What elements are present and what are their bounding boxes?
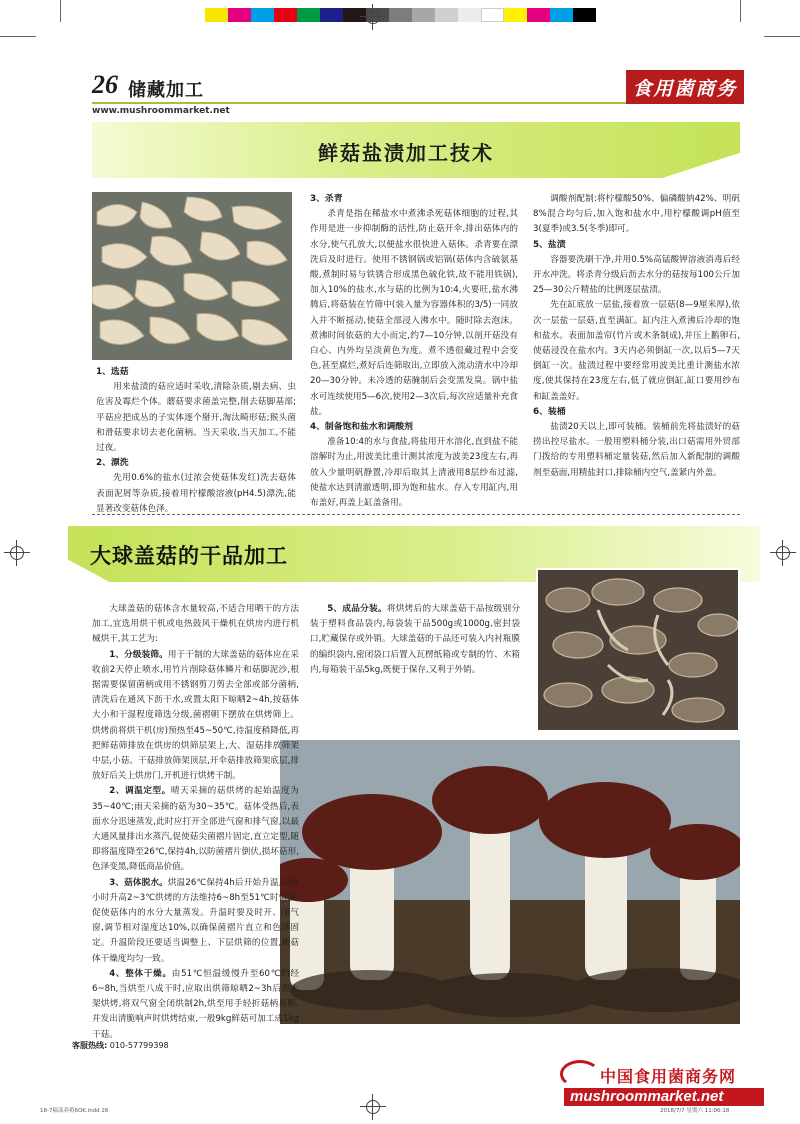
registration-mark (4, 540, 30, 566)
article2-column-1 (92, 602, 299, 1043)
file-slug: 18-7稿部养殖6OK.indd 26 (40, 1108, 109, 1114)
section-heading: 3、杀青 (310, 194, 343, 204)
step-paragraph (92, 967, 299, 1043)
header-rule (92, 102, 652, 104)
section-paragraph: 调酸剂配制:将柠檬酸50%、偏磷酸钠42%、明矾8%混合均匀后,加入饱和盐水中,用柠檬酸调pH值至3(夏季)或3.5(冬季)即可。 (533, 194, 740, 235)
logo-chinese-name: 中国食用菌商务网 (600, 1067, 737, 1086)
section-paragraph: 用来盐渍的菇应适时采收,清除杂质,剔去病、虫危害及霉烂个体。蘑菇要求菌盖完整,削去菇脚基部;平菇应把成丛的子实体逐个掰开,淘汰畸形菇;猴头菌和滑菇要求切去老化菌柄。当天采收,当天加工,不能过夜。 (96, 382, 296, 454)
step-paragraph (92, 876, 299, 967)
section-heading: 4、制备饱和盐水和调酸剂 (310, 422, 413, 433)
step-heading: 3、菇体脱水。 (109, 877, 168, 888)
step-heading: 2、调温定型。 (109, 786, 171, 797)
step-text: 晴天采摘的菇烘烤的起始温度为35~40℃;雨天采摘的菇为30~35℃。菇体受热后,表面水分迅速蒸发,此时应打开全部进气窗和排气窗,以最大通风量排出水蒸汽,促使菇尖菌褶片固定,直立定型,随即将温度降至26℃,保持4h,以防菌褶片倒伏,损坏菇形,色泽变黑,降低商品价值。 (92, 786, 299, 873)
section-heading: 5、盐渍 (533, 239, 566, 250)
article-divider (92, 514, 740, 515)
footer-logo[interactable] (560, 1064, 760, 1108)
registration-mark (360, 1094, 386, 1120)
section-paragraph: 先用0.6%的盐水(过浓会使菇体发红)洗去菇体表面泥屑等杂质,接着用柠檬酸溶液(pH4.5)漂洗,能显著改变菇体色泽。 (96, 473, 296, 514)
article1-column-1 (96, 365, 296, 517)
page-number: 26 (92, 70, 118, 99)
crop-mark (740, 0, 741, 22)
step-heading: 4、整体干燥。 (109, 968, 172, 979)
print-timestamp: 2018/7/7 星期六 11:06:18 (660, 1108, 730, 1114)
hotline-label: 客服热线: (72, 1041, 108, 1050)
hotline-number: 010-57799398 (109, 1041, 169, 1050)
section-paragraph: 容器要洗刷干净,并用0.5%高锰酸钾溶液消毒后经开水冲洗。将杀青分级后沥去水分的菇按每100公斤加25—30公斤精盐的比例逐层盐渍。 (533, 254, 740, 296)
section-heading: 2、漂洗 (96, 458, 129, 469)
article1-title: 鲜菇盐渍加工技术 (318, 141, 494, 165)
registration-mark (360, 4, 386, 30)
registration-mark (770, 540, 796, 566)
salted-mushroom-photo (92, 192, 292, 360)
section-paragraph: 杀青是指在稀盐水中煮沸杀死菇体细胞的过程,其作用是进一步抑制酶的活性,防止菇开伞,排出菇体内的水分,使气孔放大,以便盐水很快进入菇体。杀青要在漂洗后及时进行。使用不锈钢锅或铝锅(菇体内含硫氨基酸,煮制时易与铁锈合形成黑色硫化铁,故不能用铁锅),加入10%的盐水,水与菇的比例为10:4,火要旺,盐水沸腾后,将菇装在竹筛中(装入量为容器体积的3/5)一同放入并不断摇动,使菇全部浸入沸水中。随时除去泡沫。煮沸时间依菇的大小而定,约7—10分钟,以剖开菇没有白心、内外均呈淡黄色为度。煮不透很藏过程中会变色,甚至腐烂,煮好后连筛取出,立即放入流动清水中冷却20—30分钟。未冷透的菇腌制后会变黑发臭。锅中盐水可连续使用5—6次,使用2—3次后,每次应适量补充食盐。 (310, 209, 518, 417)
article2-column-2 (310, 602, 520, 678)
page-header (92, 68, 744, 118)
step-paragraph (92, 648, 299, 785)
intro-paragraph: 大球盖菇的菇体含水量较高,不适合用晒干的方法加工,宜选用烘干机或电热鼓风干燥机在烘房内进行机械烘干,其工艺为: (92, 604, 299, 645)
step-heading: 1、分级装筛。 (109, 649, 168, 660)
article2-title: 大球盖菇的干品加工 (90, 544, 288, 568)
section-name: 储藏加工 (128, 80, 204, 101)
section-paragraph: 盐渍20天以上,即可装桶。装桶前先将盐渍好的菇捞出控尽盐水。一般用塑料桶分装,出口菇需用外贸部门拨给的专用塑料桶定量装菇,然后加入新配制的调酸剂至菇面,用精盐封口,排除桶内空气,盖紧内外盖。 (533, 422, 740, 478)
article1-column-2 (310, 192, 518, 511)
crop-mark (60, 0, 61, 22)
print-color-bar (205, 8, 596, 22)
step-paragraph (92, 784, 299, 875)
section-paragraph: 先在缸底放一层盐,接着放一层菇(8—9厘米厚),依次一层盐一层菇,直至满缸。缸内注入煮沸后冷却的饱和盐水。表面加盖帘(竹片或木条制成),并压上鹅卵石,使菇浸没在盐水内。3天内必须倒缸一次,以后5—7天倒缸一次。盐渍过程中要经常用波美比重计测盐水浓度,使其保持在23度左右,低了就应倒缸,缸口要用纱布和缸盖盖好。 (533, 300, 740, 402)
section-heading: 6、装桶 (533, 406, 566, 417)
article1-column-3 (533, 192, 740, 481)
dried-mushroom-photo (536, 568, 740, 732)
logo-swirl-icon (560, 1060, 600, 1088)
step-text: 由51℃恒温缓慢升至60℃约经6~8h,当烘至八成干时,应取出烘筛晾晒2~3h后再上架烘烤,将双气窗全闭烘制2h,烘至用手轻折菇柄易断,并发出清脆响声时烘烤结束,一般9kg鲜菇可加工成1kg干菇。 (92, 968, 299, 1040)
crop-mark (764, 36, 800, 37)
step-text: 烘温26℃保持4h后开始升温,以每小时升高2~3℃烘烤的方法维持6~8h至51℃时恒温,促使菇体内的水分大量蒸发。升温时要及时开、闭气窗,调节相对湿度达10%,以确保菌褶片直立和色泽固定。升温阶段还要适当调整上、下层烘筛的位置,使菇体干燥度均匀一致。 (92, 877, 300, 964)
fresh-stropharia-photo (280, 740, 740, 1024)
crop-mark (0, 36, 36, 37)
step-paragraph (310, 602, 520, 678)
section-heading: 1、选菇 (96, 367, 129, 377)
step-heading: 5、成品分装。 (327, 604, 387, 614)
customer-hotline (72, 1040, 169, 1051)
site-url[interactable]: www.mushroommarket.net (92, 106, 230, 116)
step-text: 将烘烤后的大球盖菇干品按级别分装于塑料食品袋内,每袋装干品500g或1000g,密封袋口,贮藏保存或外销。大球盖菇的干品还可装入内衬瓶膜的编织袋内,密闭袋口后置入瓦楞纸箱或专制的竹、木箱内,每箱装干品5kg,既便于保存,又利于外销。 (310, 604, 520, 675)
logo-english-url: mushroommarket.net (564, 1088, 764, 1106)
brand-tag: 食用菌商务 (626, 70, 744, 104)
step-text: 用于干制的大球盖菇的菇体应在采收前2天停止喷水,用竹片削除菇体鳞片和菇脚泥沙,根据需要保留菌柄或用不锈钢剪刀剪去全部或部分菌柄,清洗后在通风下沥干水,或置太阳下晾晒2~4h,按菇体大小和干湿程度筛选分级,菌褶朝下摆放在烘烤筛上。烘烤前将烘干机(房)预热至45~50℃,待温度稍降低,再把鲜菇筛排放在烘房的烘筛层架上,大、湿菇排放筛架中层,小菇、干菇排放筛架顶层,开伞菇排放筛架底层,排放好后关上烘房门,开机进行烘烤干制。 (92, 649, 299, 782)
section-paragraph: 准备10:4的水与食盐,将盐用开水溶化,直到盐不能溶解时为止,用波美比重计测其浓度为波美23度左右,再放入少量明矾静置,冷却后取其上清液用8层纱布过滤,使盐水达到清澈透明,即为饱和盐水。存入专用缸内,用布盖好,再盖上缸盖备用。 (310, 437, 518, 509)
